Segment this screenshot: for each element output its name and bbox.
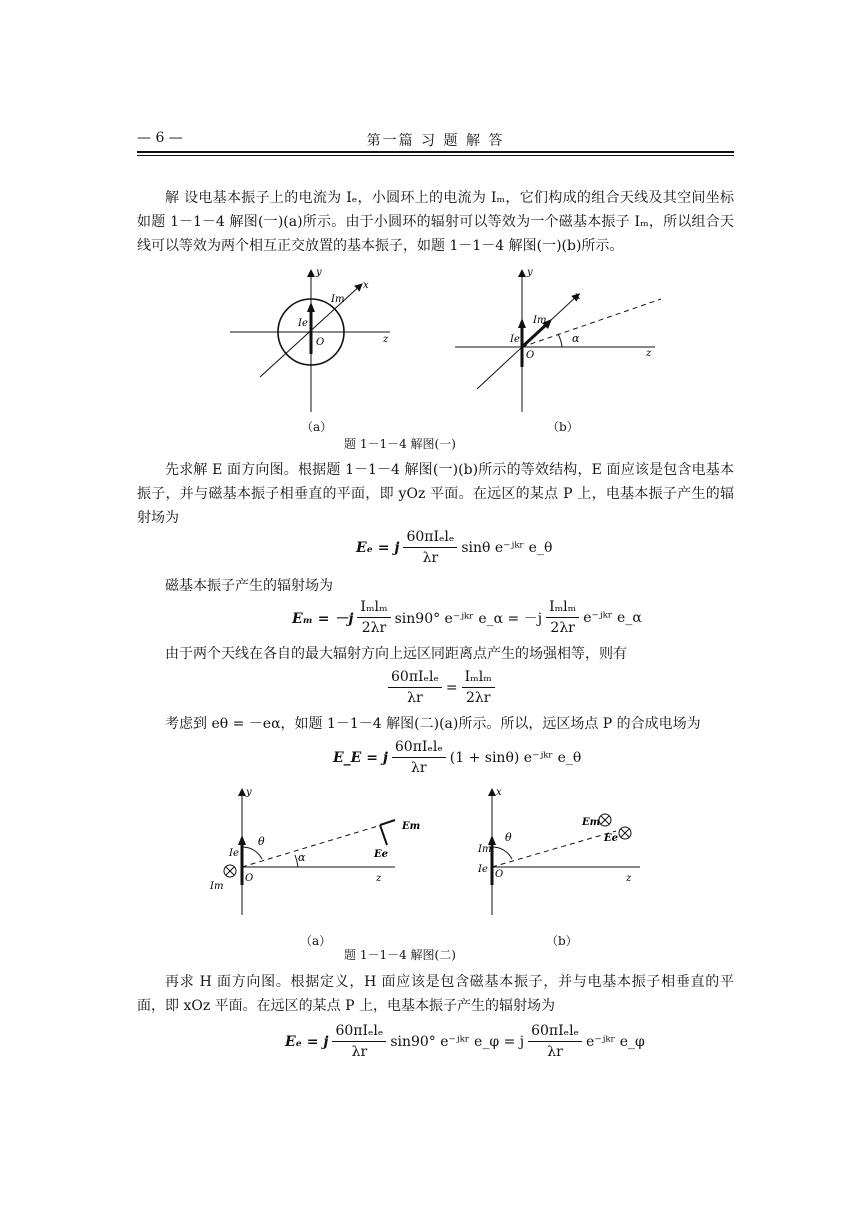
header-rule-thick [137, 151, 734, 153]
figure-2-diagram [200, 785, 650, 925]
svg-text:Ie: Ie [229, 848, 239, 859]
svg-text:O: O [245, 873, 254, 884]
figure-1a [230, 267, 390, 412]
svg-text:θ: θ [505, 831, 512, 844]
equation-5: Eₑ = j $\frac{\text{60πIₑlₑ}}{\lambda r}$ sin90° e⁻ʲᵏʳ e_φ = j $\frac{\text{60πIₑlₑ}}{\lambda r}$ e⁻ʲᵏʳ e_φ [285, 1023, 645, 1060]
Em-vector [380, 820, 395, 825]
equation-3: $\frac{\text{60πIₑlₑ}}{\lambda r}$ = $\frac{\text{Iₘlₘ}}{2\lambda r}$ [384, 668, 499, 707]
paragraph-3: 磁基本振子产生的辐射场为 [165, 578, 333, 594]
svg-text:Em: Em [402, 821, 421, 832]
paragraph-2: 先求解 E 面方向图。根据题 1－1－4 解图(一)(b)所示的等效结构，E 面应该是包含电基本振子，并与磁基本振子相垂直的平面，即 yOz 平面。在远区的某点 P 上，电基本振子产生的辐射场为 [137, 462, 734, 526]
svg-text:x: x [363, 280, 369, 291]
running-title: 第一篇 习 题 解 答 [366, 133, 505, 149]
page-header [137, 130, 734, 152]
svg-text:Ee: Ee [374, 849, 388, 860]
svg-text:α: α [572, 332, 580, 345]
figure-2-caption: 题 1－1－4 解图(二) [344, 948, 456, 962]
svg-text:O: O [526, 350, 535, 361]
paragraph-5: 考虑到 eθ = －eα，如题 1－1－4 解图(二)(a)所示。所以，远区场点 P 的合成电场为 [165, 716, 701, 732]
svg-text:z: z [626, 873, 632, 884]
alpha-arc [558, 334, 562, 347]
svg-text:Im: Im [533, 315, 547, 326]
figure-1a-label: （a） [301, 420, 333, 434]
figure-1-caption: 题 1－1－4 解图(一) [344, 437, 456, 451]
svg-text:O: O [495, 869, 504, 880]
svg-text:y: y [246, 787, 252, 798]
svg-text:z: z [376, 873, 382, 884]
figure-2 [200, 785, 650, 925]
svg-text:Im: Im [331, 294, 345, 305]
equation-4: E_E = j $\frac{\text{60πIₑlₑ}}{\lambda r}$ (1 + sinθ) e⁻ʲᵏʳ e_θ [333, 739, 582, 776]
figure-1-diagram [225, 262, 695, 432]
header-rule-thin [137, 155, 734, 156]
svg-text:x: x [496, 787, 502, 798]
svg-text:y: y [316, 267, 322, 278]
page-number: — 6 — [137, 130, 183, 146]
dipole-arrow [307, 302, 315, 312]
svg-text:z: z [383, 334, 389, 345]
Ee-vector [380, 825, 387, 845]
svg-text:θ: θ [258, 835, 265, 848]
svg-text:Em: Em [582, 817, 601, 828]
dipole-arrow [518, 318, 526, 328]
svg-text:α: α [298, 851, 306, 864]
figure-2a [209, 787, 420, 915]
paragraph-6: 再求 H 面方向图。根据定义，H 面应该是包含磁基本振子，并与电基本振子相垂直的平面，即 xOz 平面。在远区的某点 P 上，电基本振子产生的辐射场为 [137, 974, 734, 1014]
svg-text:x: x [575, 291, 581, 302]
paragraph-1: 解 设电基本振子上的电流为 Iₑ，小圆环上的电流为 Iₘ，它们构成的组合天线及其空间坐标如题 1－1－4 解图(一)(a)所示。由于小圆环的辐射可以等效为一个磁基本振子 Iₘ，所以组合天线可以等效为两个相互正交放置的基本振子，如题 1－1－4 解图(一)(b)所示。 [137, 190, 734, 254]
equation-2: Eₘ = －j $\frac{\text{Iₘlₘ}}{2\lambda r}$ sin90° e⁻ʲᵏʳ e_α = －j $\frac{\text{Iₘlₘ}}{2\lambda r}$ e⁻ʲᵏʳ e_α [292, 599, 642, 636]
svg-text:Ie: Ie [478, 864, 488, 875]
figure-2b-label: （b） [546, 934, 578, 948]
svg-text:O: O [316, 337, 325, 348]
svg-text:z: z [646, 348, 652, 359]
svg-text:Im: Im [478, 844, 492, 855]
figure-1 [225, 262, 695, 432]
svg-text:Ee: Ee [604, 833, 618, 844]
theta-arc [492, 847, 512, 859]
svg-text:Ie: Ie [510, 334, 520, 345]
svg-text:y: y [527, 267, 533, 278]
figure-2b [477, 787, 640, 915]
dipole-arrow [238, 835, 246, 845]
paragraph-4: 由于两个天线在各自的最大辐射方向上远区同距离点产生的场强相等，则有 [165, 646, 627, 662]
figure-1b-label: （b） [547, 420, 579, 434]
figure-1b [455, 267, 661, 412]
equation-1: Eₑ = j $\frac{\text{60πIₑlₑ}}{\lambda r}$ sinθ e⁻ʲᵏʳ e_θ [356, 529, 553, 566]
svg-text:Ie: Ie [298, 318, 308, 329]
figure-2a-label: （a） [300, 934, 332, 948]
svg-text:Im: Im [210, 881, 224, 892]
theta-arc [242, 847, 262, 859]
